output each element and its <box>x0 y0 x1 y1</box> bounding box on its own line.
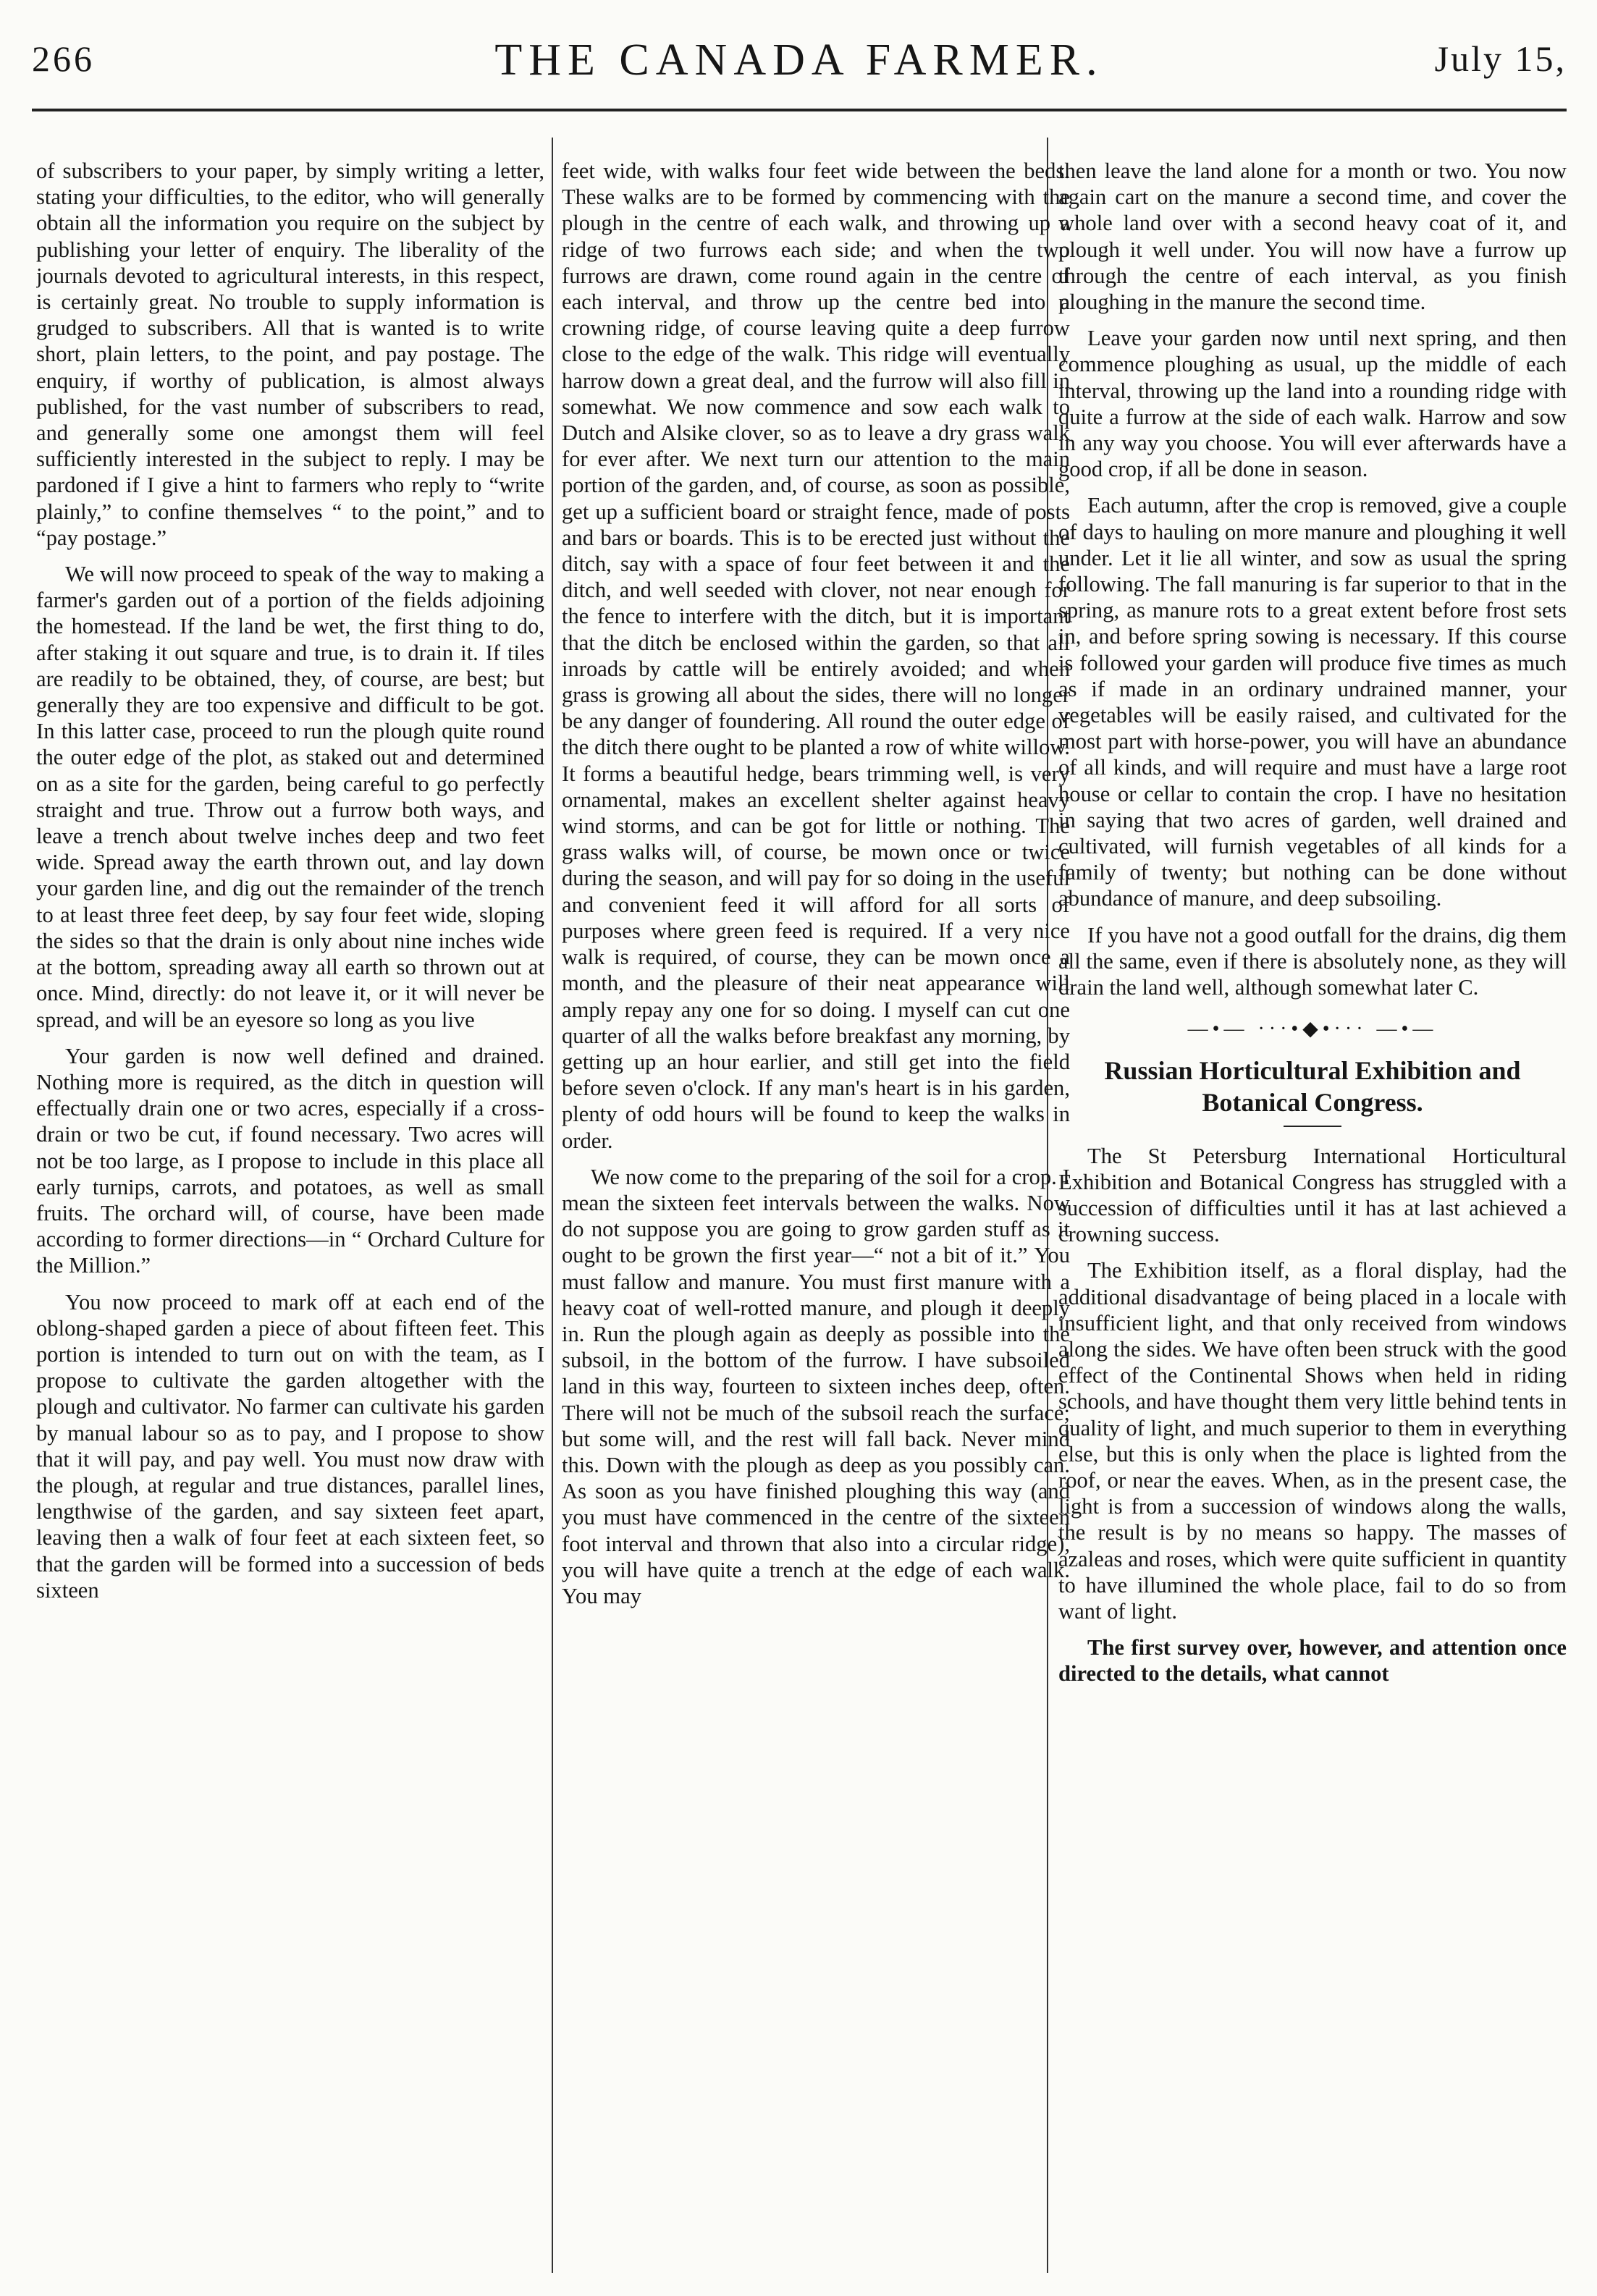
page-header <box>32 35 1567 103</box>
paragraph: The first survey over, however, and attention once directed to the details, what cannot <box>1058 1635 1567 1687</box>
header-rule <box>32 109 1567 111</box>
paragraph: then leave the land alone for a month or two. You now again cart on the manure a second time, and cover the whole land over with a second heavy coat of it, and plough it well under. You will now have a furrow up through the centre of each interval, as you finish ploughing in the manure the second time. <box>1058 159 1567 315</box>
paragraph: The St Petersburg International Horticultural Exhibition and Botanical Congress has struggled with a succession of difficulties until it has at last achieved a crowning success. <box>1058 1143 1567 1247</box>
paragraph: You now proceed to mark off at each end of the oblong-shaped garden a piece of about fifteen feet. This portion is intended to turn out on with the team, as I propose to cultivate the garden altogether with the plough and cultivator. No farmer can cultivate his garden by manual labour so as to pay, and I propose to show that it will pay, and pay well. You must now draw with the plough, at regular and true distances, parallel lines, lengthwise of the garden, and say sixteen feet apart, leaving then a walk of four feet at each sixteen feet, so that the garden will be formed into a succession of beds sixteen <box>36 1289 544 1603</box>
masthead-title: THE CANADA FARMER. <box>494 35 1104 85</box>
paragraph: We now come to the preparing of the soil for a crop. I mean the sixteen feet intervals between the walks. Now do not suppose you are going to grow garden stuff as it ought to be grown the first year—“ not a bit of it.” You must fallow and manure. You must first manure with a heavy coat of well-rotted manure, and plough it deeply in. Run the plough again as deeply as possible into the subsoil, in the bottom of the furrow. I have subsoiled land in this way, fourteen to sixteen inches deep, often. There will not be much of the subsoil reach the surface; but some will, and the rest will fall back. Never mind this. Down with the plough as deep as you possibly can. As soon as you have finished ploughing this way (and you must have commenced in the centre of the sixteen foot interval and thrown that also into a circular ridge), you will have quite a trench at the edge of each walk. You may <box>562 1164 1070 1608</box>
paragraph: of subscribers to your paper, by simply writing a letter, stating your difficulties, to the editor, who will generally obtain all the information you require on the subject by publishing your letter of enquiry. The liberality of the journals devoted to agricultural interests, in this respect, is certainly great. No trouble to supply information is grudged to subscribers. All that is wanted is to write short, plain letters, to the point, and pay postage. The enquiry, if worthy of publication, is almost always published, for the vast number of subscribers to read, and generally some one amongst them will feel sufficiently interested in the subject to reply. I may be pardoned if I give a hint to farmers who reply to “write plainly,” to confine themselves “ to the point,” and to “pay postage.” <box>36 159 544 550</box>
title-rule <box>1284 1126 1341 1127</box>
paragraph: feet wide, with walks four feet wide between the beds. These walks are to be formed by commencing with the plough in the centre of each walk, and throwing up a ridge of two furrows each side; and when the two furrows are drawn, come round again in the centre of each interval, and throw up the centre bed into a crowning ridge, of course leaving quite a deep furrow close to the edge of the walk. This ridge will eventually harrow down a great deal, and the furrow will also fill in somewhat. We now commence and sow each walk to Dutch and Alsike clover, so as to leave a dry grass walk for ever after. We next turn our attention to the main portion of the garden, and, of course, as soon as possible, get up a sufficient board or straight fence, made of posts and bars or boards. This is to be erected just without the ditch, say with a space of four feet between it and the ditch, and well seeded with clover, not near enough for the fence to interfere with the ditch, but it is important that the ditch be enclosed within the garden, so that all inroads by cattle will be entirely avoided; and when grass is growing all about the sides, there will no longer be any danger of foundering. All round the outer edge of the ditch there ought to be planted a row of white willow. It forms a beautiful hedge, bears trimming well, is very ornamental, makes an excellent shelter against heavy wind storms, and can be got for little or nothing. The grass walks will, of course, be mown once or twice during the season, and will pay for so doing in the useful and convenient feed it will afford for all sorts of purposes where green feed is required. If a very nice walk is required, of course, they can be mown once a month, and the pleasure of their neat appearance will amply repay any one for so doing. I myself can cut one quarter of all the walks before breakfast any morning, by getting up an hour earlier, and still get into the field before seven o'clock. If any man's heart is in his garden, plenty of odd hours will be found to keep the walks in order. <box>562 159 1070 1153</box>
column-2 <box>562 158 1070 2257</box>
issue-date: July 15, <box>1434 38 1567 79</box>
column-1 <box>36 158 544 2257</box>
section-ornament: —•— ···•◆•··· —•— <box>1187 1018 1438 1041</box>
article-title: Russian Horticultural Exhibition and Botanical Congress. <box>1104 1055 1521 1117</box>
paragraph: Each autumn, after the crop is removed, give a couple of days to hauling on more manure and ploughing it well under. Let it lie all winter, and sow as usual the spring following. The fall manuring is far superior to that in the spring, as manure rots to a great extent before frost sets in, and before spring sowing is necessary. If this course is followed your garden will produce five times as much as if made in an ordinary undrained manner, your vegetables will be easily raised, and cultivated for the most part with horse-power, you will have an abundance of all kinds, and will require and must have a large root house or cellar to contain the crop. I have no hesitation in saying that two acres of garden, well drained and cultivated, will furnish vegetables of all kinds for a family of twenty; but nothing can be done without abundance of manure, and deep subsoiling. <box>1058 493 1567 911</box>
paragraph: Your garden is now well defined and drained. Nothing more is required, as the ditch in question will effectually drain one or two acres, especially if a cross-drain or two be cut, if found necessary. Two acres will not be too large, as I propose to include in this place all early turnips, carrots, and potatoes, as well as small fruits. The orchard will, of course, have been made according to former directions—in “ Orchard Culture for the Million.” <box>36 1043 544 1278</box>
column-3 <box>1058 158 1567 2257</box>
paragraph: Leave your garden now until next spring, and then commence ploughing as usual, up the middle of each interval, throwing up the land into a rounding ridge with quite a furrow at the side of each walk. Harrow and sow in any way you choose. You will ever afterwards have a good crop, if all be done in season. <box>1058 326 1567 482</box>
paragraph: We will now proceed to speak of the way to making a farmer's garden out of a portion of the fields adjoining the homestead. If the land be wet, the first thing to do, after staking it out square and true, is to drain it. If tiles are readily to be obtained, they, of course, are best; but generally they are too expensive and difficult to be got. In this latter case, proceed to run the plough quite round the outer edge of the plot, as staked out and determined on as a site for the garden, being careful to go perfectly straight and true. Throw out a furrow both ways, and leave a trench about twelve inches deep and two feet wide. Spread away the earth thrown out, and lay down your garden line, and dig out the remainder of the trench to at least three feet deep, by say four feet wide, sloping the sides so that the drain is only about nine inches wide at the bottom, spreading away all earth so thrown out at once. Mind, directly: do not leave it, or it will never be spread, and will be an eyesore so long as you live <box>36 562 544 1032</box>
paragraph: If you have not a good outfall for the drains, dig them all the same, even if there is absolutely none, as they will drain the land well, although somewhat later C. <box>1058 922 1567 1000</box>
column-divider <box>552 138 553 2273</box>
paragraph: The Exhibition itself, as a floral display, had the additional disadvantage of being placed in a locale with insufficient light, and that only received from windows along the sides. We have often been struck with the good effect of the Continental Shows when held in riding schools, and have thought them very little behind tents in quality of light, and much superior to them in everything else, but this is only when the place is lighted from the roof, or near the eaves. When, as in the present case, the light is from a succession of windows along the walls, the result is by no means so happy. The masses of azaleas and roses, which were quite sufficient in quantity to have illumined the whole place, fail to do so from want of light. <box>1058 1258 1567 1624</box>
page-number: 266 <box>32 38 95 79</box>
